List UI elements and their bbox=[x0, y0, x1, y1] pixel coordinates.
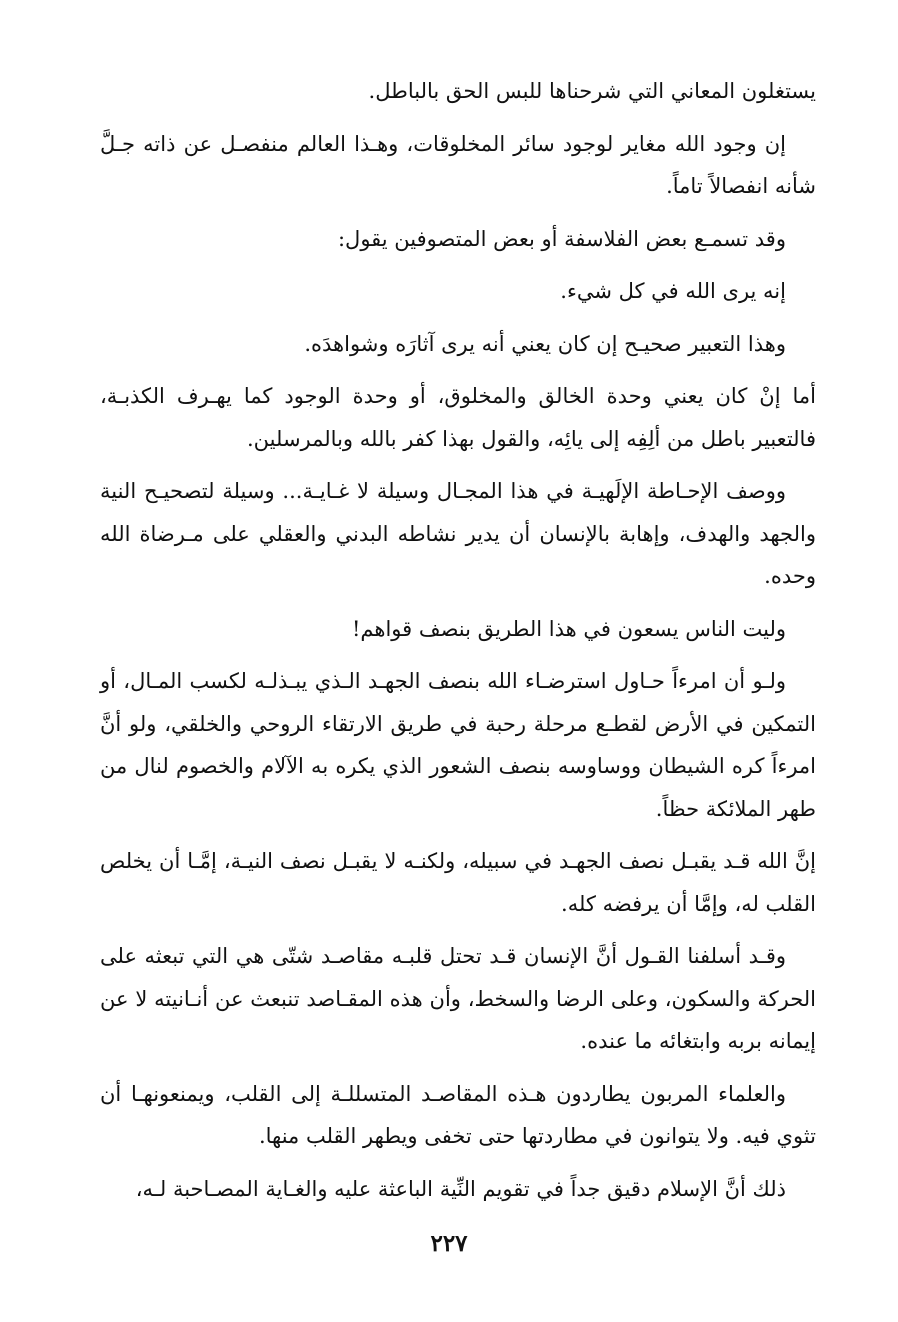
paragraph-5: وهذا التعبير صحيـح إن كان يعني أنه يرى آثارَه وشواهدَه. bbox=[304, 331, 786, 356]
paragraph-1: يستغلون المعاني التي شرحناها للبس الحق بالباطل. bbox=[368, 79, 816, 103]
paragraph-7: ووصف الإحـاطة الإلَهيـة في هذا المجـال وسيلة لا غـايـة... وسيلة لتصحيـح النية والجهد والهدف، وإهابة بالإنسان أن يدير نشاطه البدني والعقلي على مـرضاة الله وحده. bbox=[100, 479, 816, 588]
paragraph-9: ولـو أن امرءاً حـاول استرضـاء الله بنصف الجهـد الـذي يبـذلـه لكسب المـال، أو التمكين في الأرض لقطـع مرحلة رحبة في طريق الارتقاء الروحي والخلقي، ولو أنَّ امرءاً كره الشيطان ووساوسه بنصف الشعور الذي يكره به الآلام والخصوم لنال من طهر الملائكة حظاً. bbox=[100, 669, 816, 821]
paragraph-8: وليت الناس يسعون في هذا الطريق بنصف قواهم! bbox=[351, 616, 786, 641]
body-text bbox=[100, 70, 816, 1220]
paragraph-10: إنَّ الله قـد يقبـل نصف الجهـد في سبيله، ولكنـه لا يقبـل نصف النيـة، إمَّـا أن يخلص القلب له، وإمَّا أن يرفضه كله. bbox=[100, 849, 816, 916]
paragraph-3: وقد تسمـع بعض الفلاسفة أو بعض المتصوفين يقول: bbox=[337, 226, 786, 251]
paragraph-2: إن وجود الله مغاير لوجود سائر المخلوقات، وهـذا العالم منفصـل عن ذاته جـلَّ شأنه انفصالاً تاماً. bbox=[100, 131, 816, 198]
paragraph-13: ذلك أنَّ الإسلام دقيق جداً في تقويم النِّية الباعثة عليه والغـاية المصـاحبة لـه، bbox=[135, 1176, 786, 1201]
paragraph-11: وقـد أسلفنا القـول أنَّ الإنسان قـد تحتل قلبـه مقاصـد شتّى هي التي تبعثه على الحركة والسكون، وعلى الرضا والسخط، وأن هذه المقـاصد تنبعث عن أنـانيته لا عن إيمانه بربه وابتغائه ما عنده. bbox=[100, 944, 816, 1053]
page-number: ٢٢٧ bbox=[430, 1230, 468, 1257]
paragraph-6: أما إنْ كان يعني وحدة الخالق والمخلوق، أو وحدة الوجود كما يهـرف الكذبـة، فالتعبير باطل من ألِفِه إلى يائِه، والقول بهذا كفر بالله وبالمرسلين. bbox=[100, 384, 816, 451]
paragraph-12: والعلماء المربون يطاردون هـذه المقاصـد المتسللـة إلى القلب، ويمنعونهـا أن تثوي فيه. ولا يتوانون في مطاردتها حتى تخفى ويطهر القلب منها. bbox=[100, 1081, 816, 1148]
paragraph-4: إنه يرى الله في كل شيء. bbox=[560, 279, 786, 303]
